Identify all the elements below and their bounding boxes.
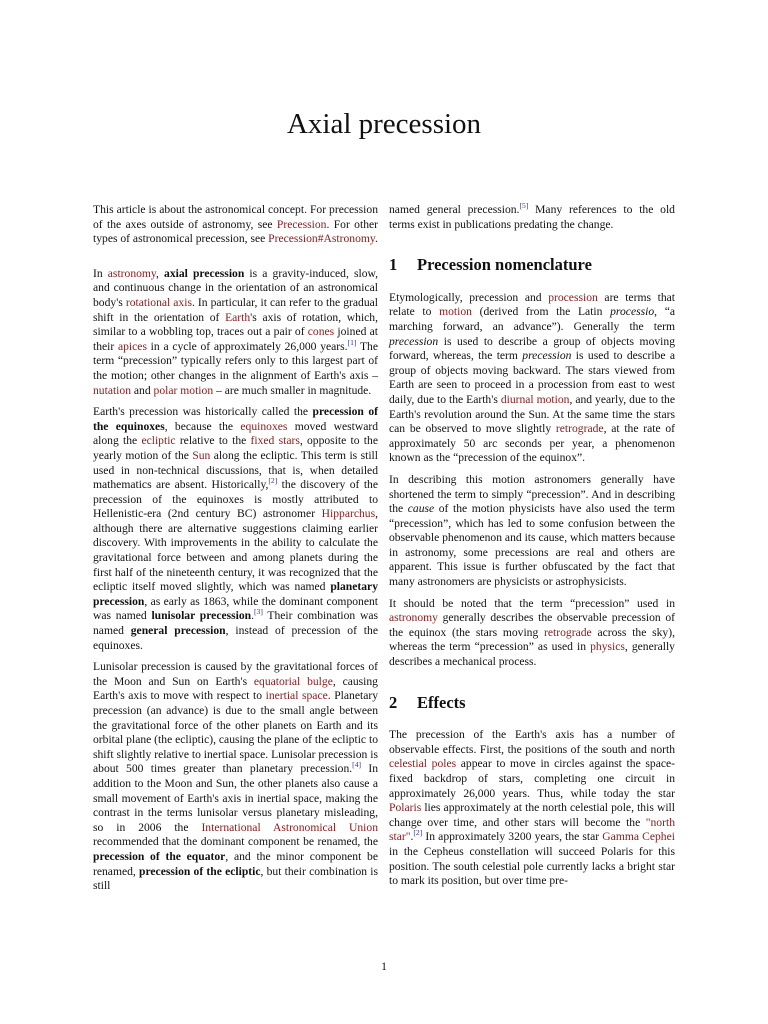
section-title: Effects — [417, 692, 466, 712]
citation-link[interactable]: [1] — [347, 337, 357, 347]
wiki-link[interactable]: Hipparchus — [321, 507, 376, 521]
section-heading-nomenclature — [389, 255, 675, 275]
bold-term: axial precession — [164, 266, 245, 280]
wiki-link[interactable]: "north star" — [389, 815, 675, 844]
wiki-link[interactable]: procession — [548, 290, 598, 304]
section-heading-effects — [389, 692, 675, 712]
citation-link[interactable]: [2] — [268, 476, 278, 486]
wiki-link[interactable]: Sun — [192, 448, 211, 462]
wiki-link[interactable]: apices — [117, 339, 147, 353]
wiki-link[interactable]: astronomy — [389, 611, 438, 625]
nomenclature-paragraph-3: It should be noted that the term “precession” used in astronomy generally describes the observable precession of the equinox (the stars moving retrograde across the sky), whereas the term “precession” as used in physics, generally describes a mechanical process. — [389, 596, 675, 669]
wiki-link[interactable]: ecliptic — [141, 434, 176, 448]
wiki-link[interactable]: diurnal motion — [500, 392, 570, 406]
bold-term: precession of the equinoxes — [93, 405, 378, 433]
bold-term: precession of the equator — [93, 849, 226, 863]
italic-term: precession — [389, 334, 439, 348]
continued-paragraph: named general precession.[5] Many references to the old terms exist in publications predating the change. — [389, 201, 675, 231]
citation-link[interactable]: [4] — [352, 760, 362, 770]
nomenclature-paragraph-1: Etymologically, precession and procession are terms that relate to motion (derived from the Latin processio, “a marching forward, an advance”). Generally the term precession is used to describe a group of objects moving forward, whereas, the term precession is used to describe a group of objects moving backward. The stars viewed from Earth are seen to proceed in a procession from east to west daily, due to the Earth's diurnal motion, and yearly, due to the Earth's revolution around the Sun. At the same time the stars can be observed to move slightly retrograde, at the rate of approximately 50 arc seconds per year, a phenomenon known as the “precession of the equinox”. — [389, 290, 676, 465]
wiki-link[interactable]: International Astronomical Union — [201, 820, 378, 834]
italic-term: cause — [407, 502, 435, 516]
page-title: Axial precession — [286, 108, 482, 140]
italic-term: processio — [610, 305, 655, 319]
citation-link[interactable]: [2] — [413, 828, 423, 838]
wiki-link[interactable]: nutation — [93, 383, 131, 397]
wiki-link[interactable]: equinoxes — [240, 419, 288, 433]
section-number: 1 — [389, 255, 398, 275]
page-number: 1 — [381, 960, 387, 973]
citation-link[interactable]: [3] — [254, 607, 263, 617]
section-title: Precession nomenclature — [417, 255, 592, 275]
wiki-link[interactable]: motion — [439, 305, 472, 319]
wiki-link[interactable]: cones — [307, 325, 335, 339]
wiki-link[interactable]: retrograde — [544, 625, 592, 639]
intro-paragraph: In astronomy, axial precession is a gravity-induced, slow, and continuous change in the orientation of an astronomical body's rotational axis. In particular, it can refer to the gradual shift in the orientation of Earth's axis of rotation, which, similar to a wobbling top, traces out a pair of cones joined at their apices in a cycle of approximately 26,000 years.[1] The term “precession” typically refers only to this largest part of the motion; other changes in the alignment of Earth's axis – nutation and polar motion – are much smaller in magnitude. — [93, 266, 379, 397]
wiki-link[interactable]: polar motion — [153, 383, 214, 397]
citation-link[interactable]: [5] — [519, 201, 529, 211]
wiki-link[interactable]: equatorial bulge — [253, 674, 333, 688]
history-paragraph: Earth's precession was historically called the precession of the equinoxes, because the equinoxes moved westward along the ecliptic relative to the fixed stars, opposite to the yearly motion of the Sun along the ecliptic. This term is still used in non-technical discussions, that is, when detailed mathematics are absent. Historically,[2] the discovery of the precession of the equinoxes is mostly attributed to Hellenistic-era (2nd century BC) astronomer Hipparchus, although there are alternative suggestions claiming earlier discovery. With improvements in the ability to calculate the gravitational force between and among planets during the first half of the nineteenth century, it was recognized that the ecliptic itself moved slightly, which was named planetary precession, as early as 1863, while the dominant component was named lunisolar precession.[3] Their combination was named general precession, instead of precession of the equinoxes. — [93, 405, 379, 652]
wiki-link[interactable]: fixed stars — [250, 434, 300, 448]
wiki-link[interactable]: Precession — [276, 217, 327, 231]
bold-term: planetary precession — [93, 580, 378, 608]
hatnote: This article is about the astronomical concept. For precession of the axes outside of astronomy, see Precession. For other types of astronomical precession, see Precession#Astronomy. — [93, 203, 378, 246]
wiki-link[interactable]: inertial space — [265, 689, 328, 703]
effects-paragraph-1: The precession of the Earth's axis has a number of observable effects. First, the positions of the south and north celestial poles appear to move in circles against the space-fixed backdrop of stars, completing one circuit in approximately 26,000 years. Thus, while today the star Polaris lies approximately at the north celestial pole, this will change over time, and other stars will become the "north star".[2] In approximately 3200 years, the star Gamma Cephei in the Cepheus constellation will succeed Polaris for this position. The south celestial pole currently lacks a bright star to mark its position, but over time pre- — [389, 728, 675, 888]
wiki-link[interactable]: celestial poles — [389, 757, 457, 771]
wiki-link[interactable]: physics — [590, 640, 625, 654]
wiki-link[interactable]: Precession#Astronomy — [268, 232, 375, 246]
bold-term: lunisolar precession — [151, 609, 252, 623]
wiki-link[interactable]: Earth — [225, 310, 251, 324]
lunisolar-paragraph: Lunisolar precession is caused by the gravitational forces of the Moon and Sun on Earth's equatorial bulge, causing Earth's axis to move with respect to inertial space. Planetary precession (an advance) is due to the small angle between the gravitational force of the other planets on Earth and its orbital plane (the ecliptic), causing the plane of the ecliptic to shift slightly relative to inertial space. Lunisolar precession is about 500 times greater than planetary precession.[4] In addition to the Moon and Sun, the other planets also cause a small movement of Earth's axis in inertial space, making the contrast in the terms lunisolar versus planetary misleading, so in 2006 the International Astronomical Union recommended that the dominant component be renamed, the precession of the equator, and the minor component be renamed, precession of the ecliptic, but their combination is still — [93, 660, 378, 893]
bold-term: general precession — [130, 624, 226, 638]
wiki-link[interactable]: Polaris — [389, 801, 422, 815]
wiki-link[interactable]: Gamma Cephei — [602, 830, 675, 844]
wiki-link[interactable]: retrograde — [555, 422, 604, 436]
left-column — [93, 203, 378, 901]
italic-term: precession — [522, 349, 572, 363]
bold-term: precession of the ecliptic — [139, 864, 261, 878]
nomenclature-paragraph-2: In describing this motion astronomers generally have shortened the term to simply “precession”. And in describing the cause of the motion physicists have also used the term “precession”, which has led to some confusion between the observable phenomenon and its cause, which matters because in astronomy, some precessions are real and others are apparent. This issue is further obfuscated by the fact that many astronomers are physicists or astrophysicists. — [389, 472, 676, 589]
wiki-link[interactable]: rotational axis — [125, 295, 192, 309]
right-column — [389, 203, 675, 896]
section-number: 2 — [389, 692, 398, 712]
wiki-link[interactable]: astronomy — [107, 266, 156, 280]
